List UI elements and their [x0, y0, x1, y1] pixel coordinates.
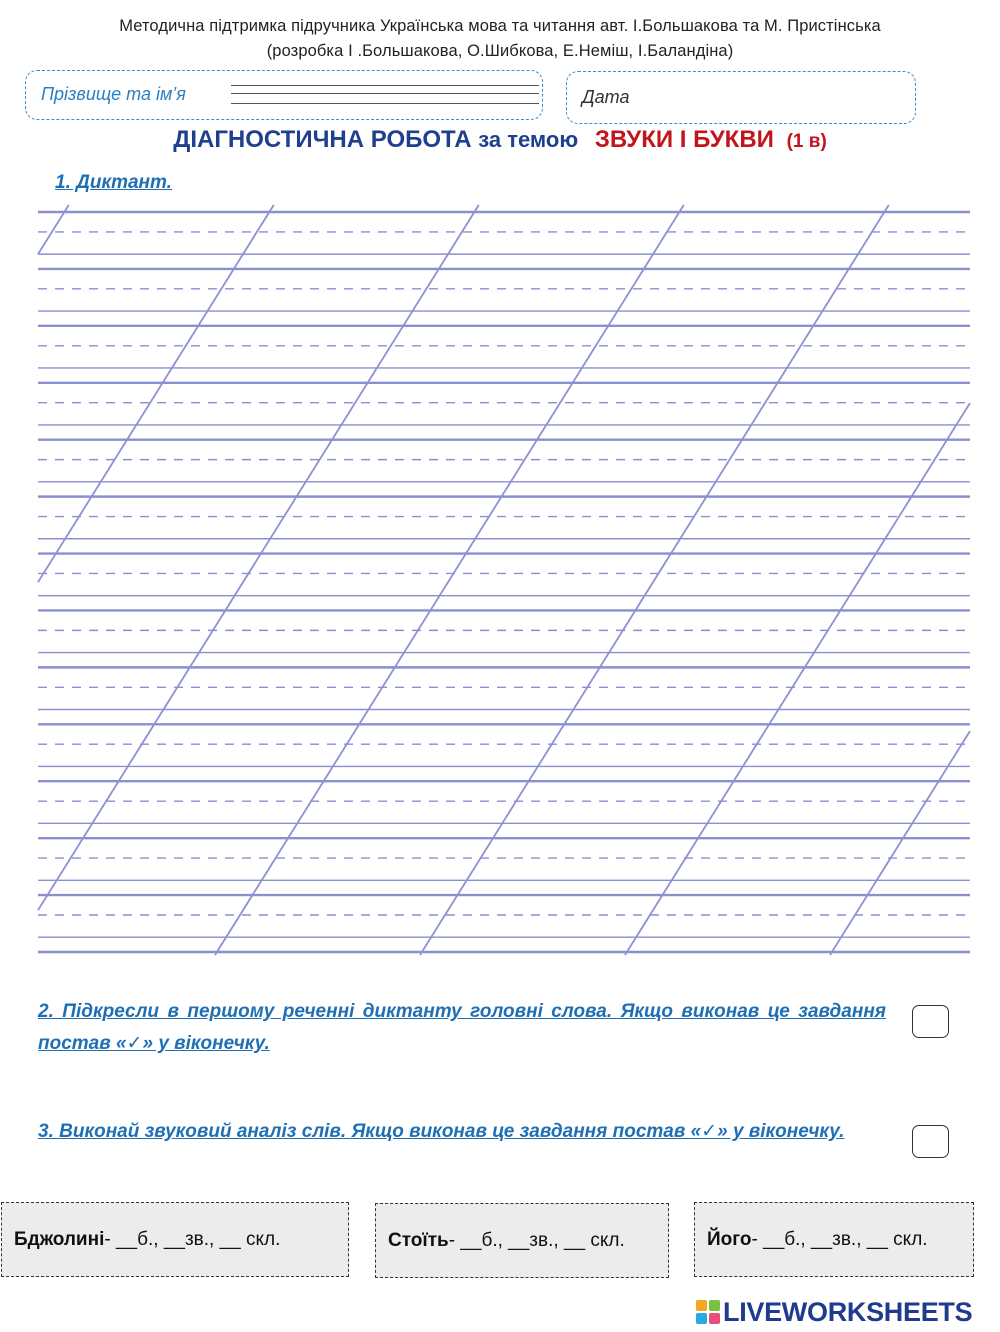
task1-heading: 1. Диктант. — [55, 172, 172, 193]
task2-checkbox[interactable] — [912, 1005, 949, 1038]
analysis-blanks: - __б., __зв., __ скл. — [448, 1229, 625, 1251]
date-field-label: Дата — [582, 87, 630, 107]
word-analysis-box[interactable] — [1, 1202, 349, 1277]
logo-square — [696, 1300, 707, 1311]
analysis-word: Бджолині — [14, 1228, 105, 1250]
word-analysis-box[interactable] — [375, 1203, 669, 1278]
task3-checkbox[interactable] — [912, 1125, 949, 1158]
ruled-lines — [38, 212, 970, 952]
header-credits: Методична підтримка підручника Українська мова та читання авт. І.Большакова та М. Пристінська — [119, 17, 881, 35]
word-analysis-box[interactable] — [694, 1202, 974, 1277]
analysis-word: Стоїть — [388, 1229, 449, 1251]
slant-guide-line — [830, 731, 970, 955]
slant-guide-line — [420, 205, 889, 955]
slant-lines — [38, 205, 970, 955]
analysis-word: Його — [707, 1228, 752, 1250]
slant-guide-line — [625, 403, 970, 955]
logo-square — [709, 1313, 720, 1324]
title-grade: (1 в) — [786, 131, 827, 152]
slant-guide-line — [38, 205, 274, 582]
title-main: ДІАГНОСТИЧНА РОБОТА — [173, 126, 472, 153]
task3-text: 3. Виконай звуковий аналіз слів. Якщо виконав це завдання постав «✓» у віконечку. — [38, 1121, 845, 1142]
slant-guide-line — [215, 205, 684, 955]
title-connector: за темою — [478, 127, 579, 152]
logo-mark-icon — [696, 1300, 720, 1324]
task2-text: 2. Підкресли в першому реченні диктанту головні слова. Якщо виконав це завдання постав «✓» у віконечку. — [38, 1001, 886, 1054]
title-topic: ЗВУКИ І БУКВИ — [594, 126, 774, 153]
logo-square — [696, 1313, 707, 1324]
logo-square — [709, 1300, 720, 1311]
logo-text: LIVEWORKSHEETS — [723, 1296, 973, 1327]
analysis-blanks: - __б., __зв., __ скл. — [104, 1228, 281, 1250]
name-field-label: Прізвище та ім’я — [41, 84, 186, 104]
header-authors: (розробка І .Большакова, О.Шибкова, Е.Неміш, І.Баландіна) — [266, 42, 734, 60]
liveworksheets-logo — [696, 1297, 972, 1327]
analysis-blanks: - __б., __зв., __ скл. — [751, 1228, 928, 1250]
